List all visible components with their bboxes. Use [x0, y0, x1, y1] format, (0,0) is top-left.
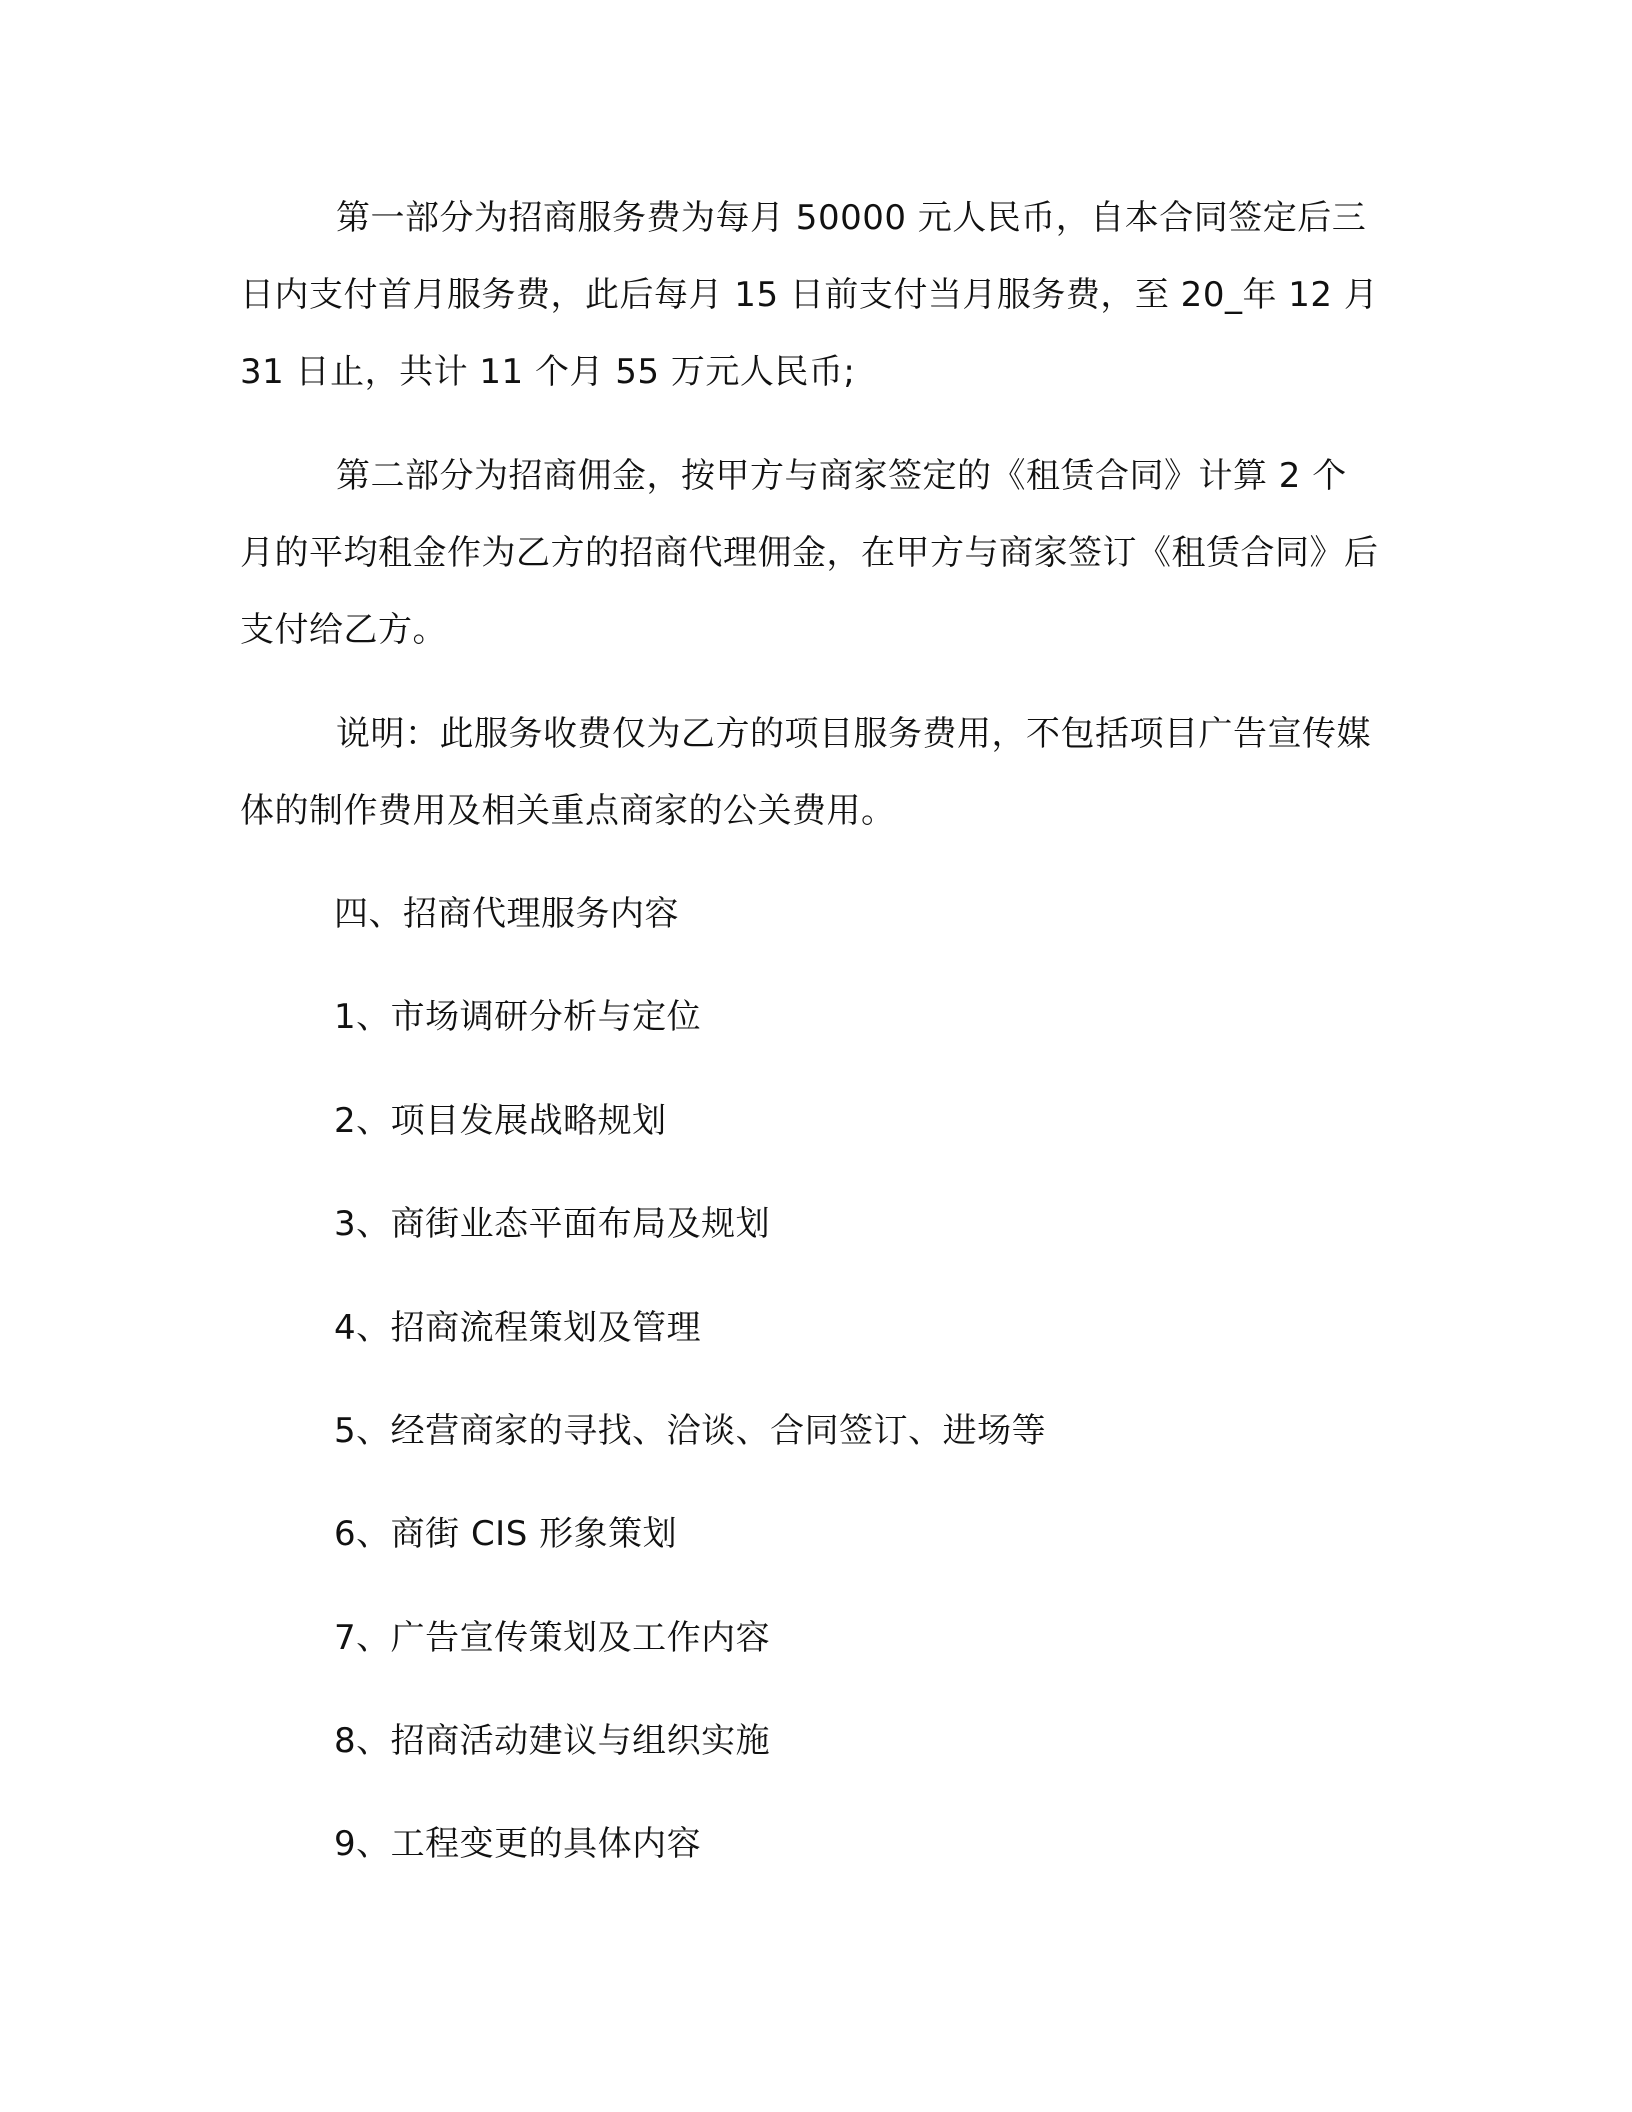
section-heading: 四、招商代理服务内容 — [334, 894, 679, 934]
list-item: 4、招商流程策划及管理 — [334, 1308, 702, 1348]
list-item: 5、经营商家的寻找、洽谈、合同签订、进场等 — [334, 1411, 1047, 1451]
paragraph-commission: 第二部分为招商佣金，按甲方与商家签定的《租赁合同》计算 2 个月的平均租金作为乙方的招商代理佣金，在甲方与商家签订《租赁合同》后支付给乙方。 — [240, 456, 1379, 650]
list-item: 7、广告宣传策划及工作内容 — [334, 1618, 771, 1658]
list-item: 6、商街 CIS 形象策划 — [334, 1514, 678, 1554]
list-item: 9、工程变更的具体内容 — [334, 1824, 702, 1864]
list-item: 1、市场调研分析与定位 — [334, 997, 702, 1037]
paragraph-service-fee: 第一部分为招商服务费为每月 50000 元人民币，自本合同签定后三日内支付首月服务费，此后每月 15 日前支付当月服务费，至 20_年 12 月 31 日止，共计 11 个月 55 万元人民币; — [240, 198, 1379, 392]
list-item: 2、项目发展战略规划 — [334, 1101, 667, 1141]
list-item: 8、招商活动建议与组织实施 — [334, 1721, 771, 1761]
list-item: 3、商街业态平面布局及规划 — [334, 1204, 771, 1244]
paragraph-note: 说明：此服务收费仅为乙方的项目服务费用，不包括项目广告宣传媒体的制作费用及相关重点商家的公关费用。 — [240, 714, 1371, 831]
